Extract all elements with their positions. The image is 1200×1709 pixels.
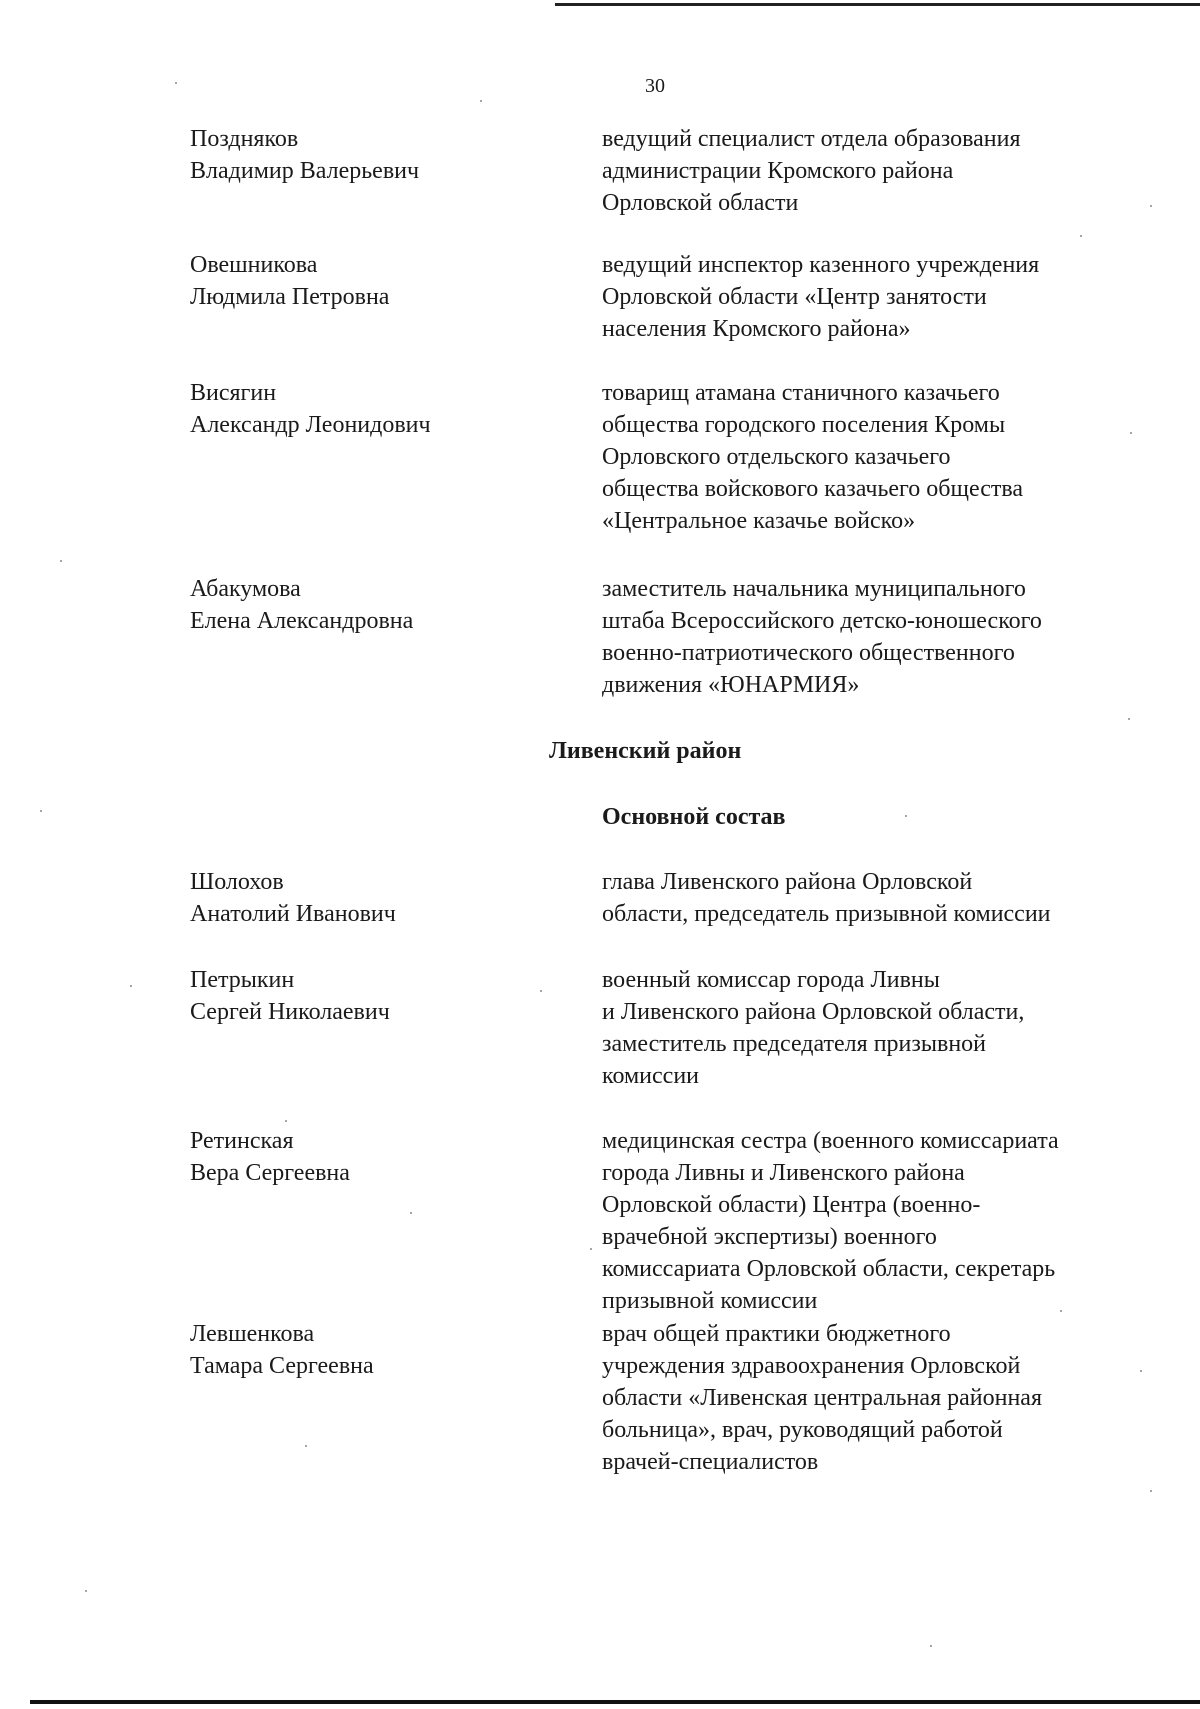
role-line: населения Кромского района» <box>602 316 911 342</box>
role-line: администрации Кромского района <box>602 158 954 184</box>
member-role <box>602 377 1162 537</box>
member-role <box>602 1125 1162 1317</box>
member-given-names: Елена Александровна <box>190 608 414 634</box>
member-surname: Висягин <box>190 380 277 406</box>
member-given-names: Людмила Петровна <box>190 284 390 310</box>
role-line: Орловской области) Центра (военно- <box>602 1192 981 1218</box>
role-line: товарищ атамана станичного казачьего <box>602 380 1000 406</box>
role-line: врач общей практики бюджетного <box>602 1321 951 1347</box>
role-line: больница», врач, руководящий работой <box>602 1417 1003 1443</box>
scan-speck <box>1128 718 1130 720</box>
member-role <box>602 123 1162 219</box>
role-line: врачебной экспертизы) военного <box>602 1224 937 1250</box>
member-name <box>190 249 550 313</box>
role-line: области «Ливенская центральная районная <box>602 1385 1042 1411</box>
scan-speck <box>175 82 177 84</box>
member-role <box>602 1318 1162 1478</box>
scan-speck <box>540 990 542 992</box>
role-line: ведущий инспектор казенного учреждения <box>602 252 1040 278</box>
scan-speck <box>60 560 62 562</box>
role-line: комиссии <box>602 1063 700 1089</box>
role-line: Орловской области <box>602 190 799 216</box>
role-line: комиссариата Орловской области, секретарь <box>602 1256 1056 1282</box>
role-line: медицинская сестра (военного комиссариата <box>602 1128 1059 1154</box>
member-surname: Левшенкова <box>190 1321 315 1347</box>
role-line: общества войскового казачьего общества <box>602 476 1024 502</box>
role-line: военный комиссар города Ливны <box>602 967 940 993</box>
scan-speck <box>130 985 132 987</box>
scan-speck <box>1140 1370 1142 1372</box>
role-line: ведущий специалист отдела образования <box>602 126 1021 152</box>
scan-speck <box>1080 235 1082 237</box>
member-surname: Шолохов <box>190 869 284 895</box>
role-line: штаба Всероссийского детско-юношеского <box>602 608 1042 634</box>
member-name <box>190 573 550 637</box>
role-line: и Ливенского района Орловской области, <box>602 999 1025 1025</box>
member-role <box>602 866 1162 930</box>
scan-speck <box>40 810 42 812</box>
member-given-names: Владимир Валерьевич <box>190 158 420 184</box>
role-line: движения «ЮНАРМИЯ» <box>602 672 860 698</box>
scan-speck <box>905 815 907 817</box>
member-role <box>602 964 1162 1092</box>
member-name <box>190 377 550 441</box>
bottom-rule <box>30 1700 1200 1704</box>
scan-speck <box>590 1248 592 1250</box>
scan-speck <box>930 1645 932 1647</box>
member-name <box>190 866 550 930</box>
top-rule <box>555 3 1200 6</box>
member-role <box>602 573 1162 701</box>
scan-speck <box>1060 1310 1062 1312</box>
role-line: Орловской области «Центр занятости <box>602 284 987 310</box>
member-given-names: Александр Леонидович <box>190 412 431 438</box>
role-line: учреждения здравоохранения Орловской <box>602 1353 1021 1379</box>
member-surname: Абакумова <box>190 576 301 602</box>
member-surname: Овешникова <box>190 252 318 278</box>
member-surname: Поздняков <box>190 126 299 152</box>
member-name <box>190 1125 550 1189</box>
member-name <box>190 123 550 187</box>
scan-speck <box>1150 1490 1152 1492</box>
member-surname: Петрыкин <box>190 967 295 993</box>
member-name <box>190 964 550 1028</box>
role-line: области, председатель призывной комиссии <box>602 901 1051 927</box>
role-line: врачей-специалистов <box>602 1449 819 1475</box>
role-line: Орловского отдельского казачьего <box>602 444 951 470</box>
member-given-names: Вера Сергеевна <box>190 1160 350 1186</box>
role-line: города Ливны и Ливенского района <box>602 1160 965 1186</box>
page-number: 30 <box>645 75 665 97</box>
member-given-names: Тамара Сергеевна <box>190 1353 374 1379</box>
role-line: заместитель председателя призывной <box>602 1031 986 1057</box>
scan-speck <box>305 1445 307 1447</box>
member-given-names: Анатолий Иванович <box>190 901 396 927</box>
member-role <box>602 249 1162 345</box>
scan-speck <box>410 1212 412 1214</box>
role-line: заместитель начальника муниципального <box>602 576 1026 602</box>
scan-speck <box>285 1120 287 1122</box>
member-surname: Ретинская <box>190 1128 294 1154</box>
role-line: общества городского поселения Кромы <box>602 412 1006 438</box>
scan-speck <box>480 100 482 102</box>
member-name <box>190 1318 550 1382</box>
composition-heading: Основной состав <box>602 804 786 830</box>
scan-speck <box>1130 432 1132 434</box>
role-line: глава Ливенского района Орловской <box>602 869 973 895</box>
scan-speck <box>85 1590 87 1592</box>
scan-speck <box>1150 205 1152 207</box>
role-line: призывной комиссии <box>602 1288 818 1314</box>
role-line: «Центральное казачье войско» <box>602 508 916 534</box>
member-given-names: Сергей Николаевич <box>190 999 390 1025</box>
district-heading: Ливенский район <box>549 738 742 764</box>
role-line: военно-патриотического общественного <box>602 640 1015 666</box>
